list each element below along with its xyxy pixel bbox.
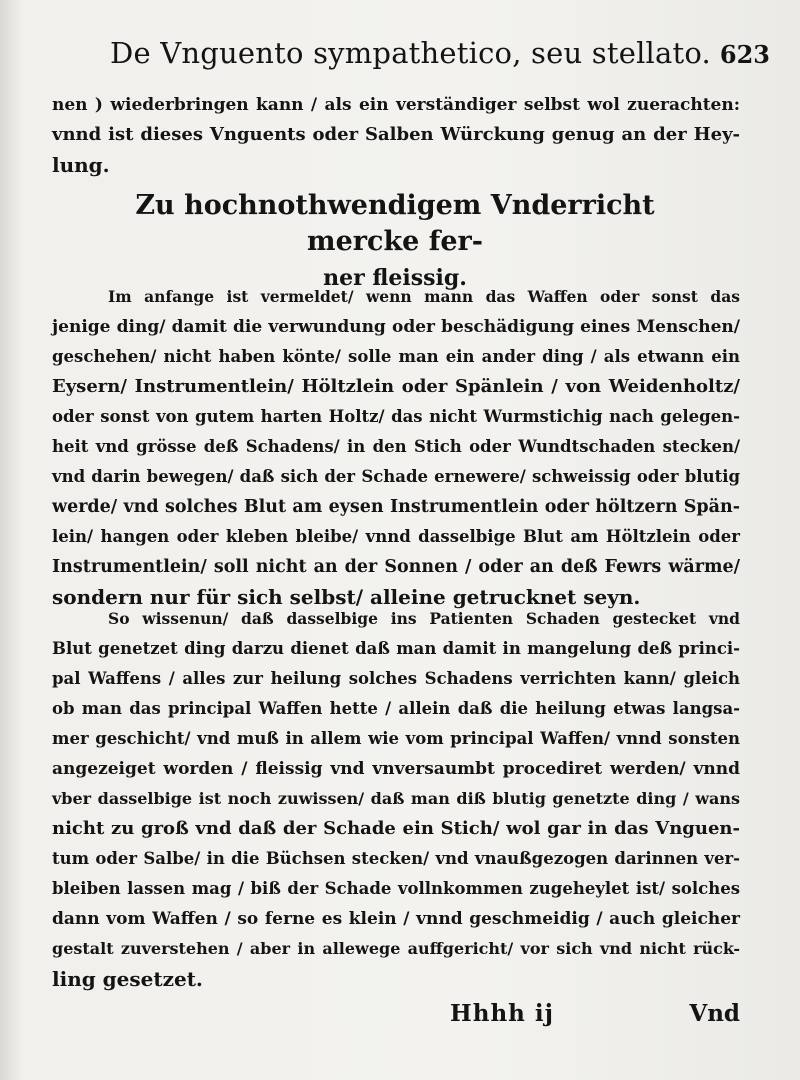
text-line: So wissenun/ daß dasselbige ins Patienten Schaden gestecket vnd <box>108 609 740 628</box>
text-line: pal Waffens / alles zur heilung solches Schadens verrichten kann/ gleich <box>52 669 740 688</box>
page-header <box>110 36 770 70</box>
heading-line-2: ner fleissig. <box>323 265 467 291</box>
text-line: nicht zu groß vnd daß der Schade ein Stich/ wol gar in das Vnguen- <box>52 818 740 839</box>
text-line: ling gesetzet. <box>52 967 203 991</box>
text-line: werde/ vnd solches Blut am eysen Instrumentlein oder höltzern Spän- <box>52 497 740 517</box>
page-number: 623 <box>719 40 770 69</box>
text-line: ob man das principal Waffen hette / allein daß die heilung etwas langsa- <box>52 699 740 718</box>
text-line: geschehen/ nicht haben könte/ solle man ein ander ding / als etwann ein <box>52 347 740 366</box>
text-line: vnd darin bewegen/ daß sich der Schade ernewere/ schweissig oder blutig <box>52 467 740 486</box>
text-line: jenige ding/ damit die verwundung oder beschädigung eines Menschen/ <box>52 317 740 337</box>
text-line: Eysern/ Instrumentlein/ Höltzlein oder Spänlein / von Weidenholtz/ <box>52 376 740 397</box>
text-line: angezeiget worden / fleissig vnd vnversaumbt procediret werden/ vnnd <box>52 759 740 779</box>
section-heading <box>110 188 680 296</box>
running-head: De Vnguento sympathetico, seu stellato. <box>110 36 711 70</box>
page-footer <box>450 1000 740 1027</box>
text-line: sondern nur für sich selbst/ alleine getrucknet seyn. <box>52 585 641 609</box>
text-line: bleiben lassen mag / biß der Schade vollnkommen zugeheylet ist/ solches <box>52 879 740 898</box>
text-line: vnnd ist dieses Vnguents oder Salben Würckung genug an der Hey- <box>52 124 740 145</box>
text-line: mer geschicht/ vnd muß in allem wie vom principal Waffen/ vnnd sonsten <box>52 729 740 748</box>
text-line: nen ) wiederbringen kann / als ein verständiger selbst wol zuerachten: <box>52 95 740 115</box>
text-line: Blut genetzet ding darzu dienet daß man damit in mangelung deß princi- <box>52 639 740 658</box>
signature-mark: Hhhh ij <box>450 1000 554 1027</box>
text-line: vber dasselbige ist noch zuwissen/ daß man diß blutig genetzte ding / wans <box>52 789 740 808</box>
paragraph-2 <box>52 604 740 994</box>
text-line: oder sonst von gutem harten Holtz/ das nicht Wurmstichig nach gelegen- <box>52 407 740 426</box>
text-line: Im anfange ist vermeldet/ wenn mann das Waffen oder sonst das <box>108 287 740 306</box>
text-line: tum oder Salbe/ in die Büchsen stecken/ vnd vnaußgezogen darinnen ver- <box>52 849 740 868</box>
paragraph-1 <box>52 282 740 612</box>
text-line: heit vnd grösse deß Schadens/ in den Stich oder Wundtschaden stecken/ <box>52 437 740 456</box>
text-line: lein/ hangen oder kleben bleibe/ vnnd dasselbige Blut am Höltzlein oder <box>52 527 740 546</box>
text-line: lung. <box>52 153 110 177</box>
intro-text <box>52 90 740 180</box>
text-line: gestalt zuverstehen / aber in allewege auffgericht/ vor sich vnd nicht rück- <box>52 939 740 958</box>
text-line: Instrumentlein/ soll nicht an der Sonnen / oder an deß Fewrs wärme/ <box>52 557 740 577</box>
heading-line-1: Zu hochnothwendigem Vnderricht mercke fer- <box>135 190 655 257</box>
text-line: dann vom Waffen / so ferne es klein / vnnd geschmeidig / auch gleicher <box>52 909 740 929</box>
catchword: Vnd <box>689 1000 740 1027</box>
